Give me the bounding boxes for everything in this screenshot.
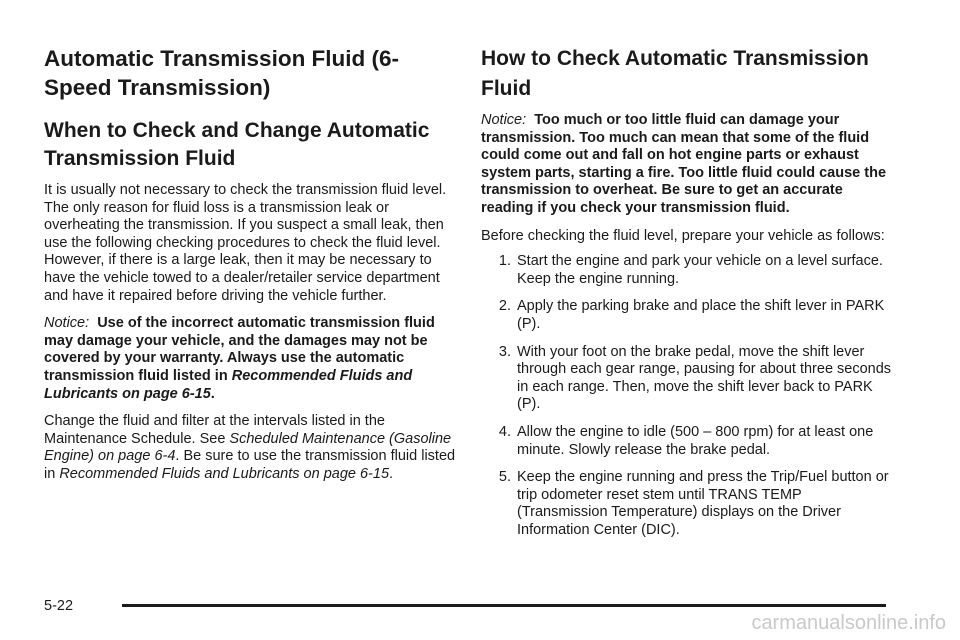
step-text: Start the engine and park your vehicle on a level surface. Keep the engine running. <box>517 253 883 287</box>
section-title: Automatic Transmission Fluid (6-Speed Transmission) <box>44 46 400 100</box>
fluids-reference: Recommended Fluids and Lubricants on page 6-15 <box>59 465 390 482</box>
notice-text: Use of the incorrect automatic transmission fluid may damage your vehicle, and the damages may not be covered by your warranty. Always use the automatic transmission fluid listed in <box>44 315 435 384</box>
watermark: carmanualsonline.info <box>751 612 946 634</box>
list-item <box>481 344 893 414</box>
steps-list <box>481 253 893 539</box>
notice-label: Notice: <box>44 315 90 332</box>
step-number: 2. <box>498 298 511 315</box>
check-notice-label: Notice: <box>481 112 527 128</box>
change-paragraph <box>44 413 456 483</box>
intro-paragraph: It is usually not necessary to check the transmission fluid level. The only reason for fluid loss is a transmission leak or overheating the transmission. If you suspect a small leak, then use the following checking procedures to check the fluid level. However, if there is a large leak, then it may be necessary to have the vehicle towed to a dealer/retailer service department and have it repaired before driving the vehicle further. <box>44 182 447 304</box>
step-text: Apply the parking brake and place the shift lever in PARK (P). <box>517 298 885 332</box>
prepare-intro: Before checking the fluid level, prepare your vehicle as follows: <box>481 227 885 244</box>
left-column <box>44 44 456 484</box>
change-text-b: . Be sure to use the transmission fluid listed in <box>44 448 456 482</box>
list-item <box>481 469 893 539</box>
footer-rule <box>122 604 886 607</box>
right-column <box>481 44 893 549</box>
step-number: 5. <box>498 469 511 486</box>
step-number: 4. <box>498 423 511 440</box>
list-item <box>481 253 893 288</box>
change-text-end: . <box>389 465 394 482</box>
notice-paragraph <box>44 315 456 403</box>
step-text: Allow the engine to idle (500 – 800 rpm) for at least one minute. Slowly release the brake pedal. <box>517 423 874 458</box>
subsection-title: When to Check and Change Automatic Transmission Fluid <box>44 119 430 170</box>
check-notice-paragraph <box>481 112 893 218</box>
notice-end: . <box>210 385 215 402</box>
change-text-a: Change the fluid and filter at the intervals listed in the Maintenance Schedule. See <box>44 413 385 447</box>
maintenance-reference: Scheduled Maintenance (Gasoline Engine) on page 6-4 <box>44 430 452 465</box>
list-item <box>481 424 893 459</box>
step-number: 1. <box>498 253 511 270</box>
step-number: 3. <box>498 343 511 360</box>
check-notice-text: Too much or too little fluid can damage your transmission. Too much can mean that some of the fluid could come out and fall on hot engine parts or exhaust system parts, starting a fire. Too little fluid could cause the transmission to overheat. Be sure to get an accurate reading if you check your transmission fluid. <box>481 112 887 216</box>
step-text: With your foot on the brake pedal, move the shift lever through each gear range, pausing for about three seconds in each range. Then, move the shift lever back to PARK (P). <box>517 343 892 413</box>
notice-reference: Recommended Fluids and Lubricants on page 6-15 <box>44 367 413 402</box>
check-title: How to Check Automatic Transmission Fluid <box>481 47 869 100</box>
step-text: Keep the engine running and press the Trip/Fuel button or trip odometer reset stem until TRANS TEMP (Transmission Temperature) displays on the Driver Information Center (DIC). <box>517 469 889 538</box>
list-item <box>481 298 893 333</box>
page-number: 5-22 <box>44 598 74 614</box>
